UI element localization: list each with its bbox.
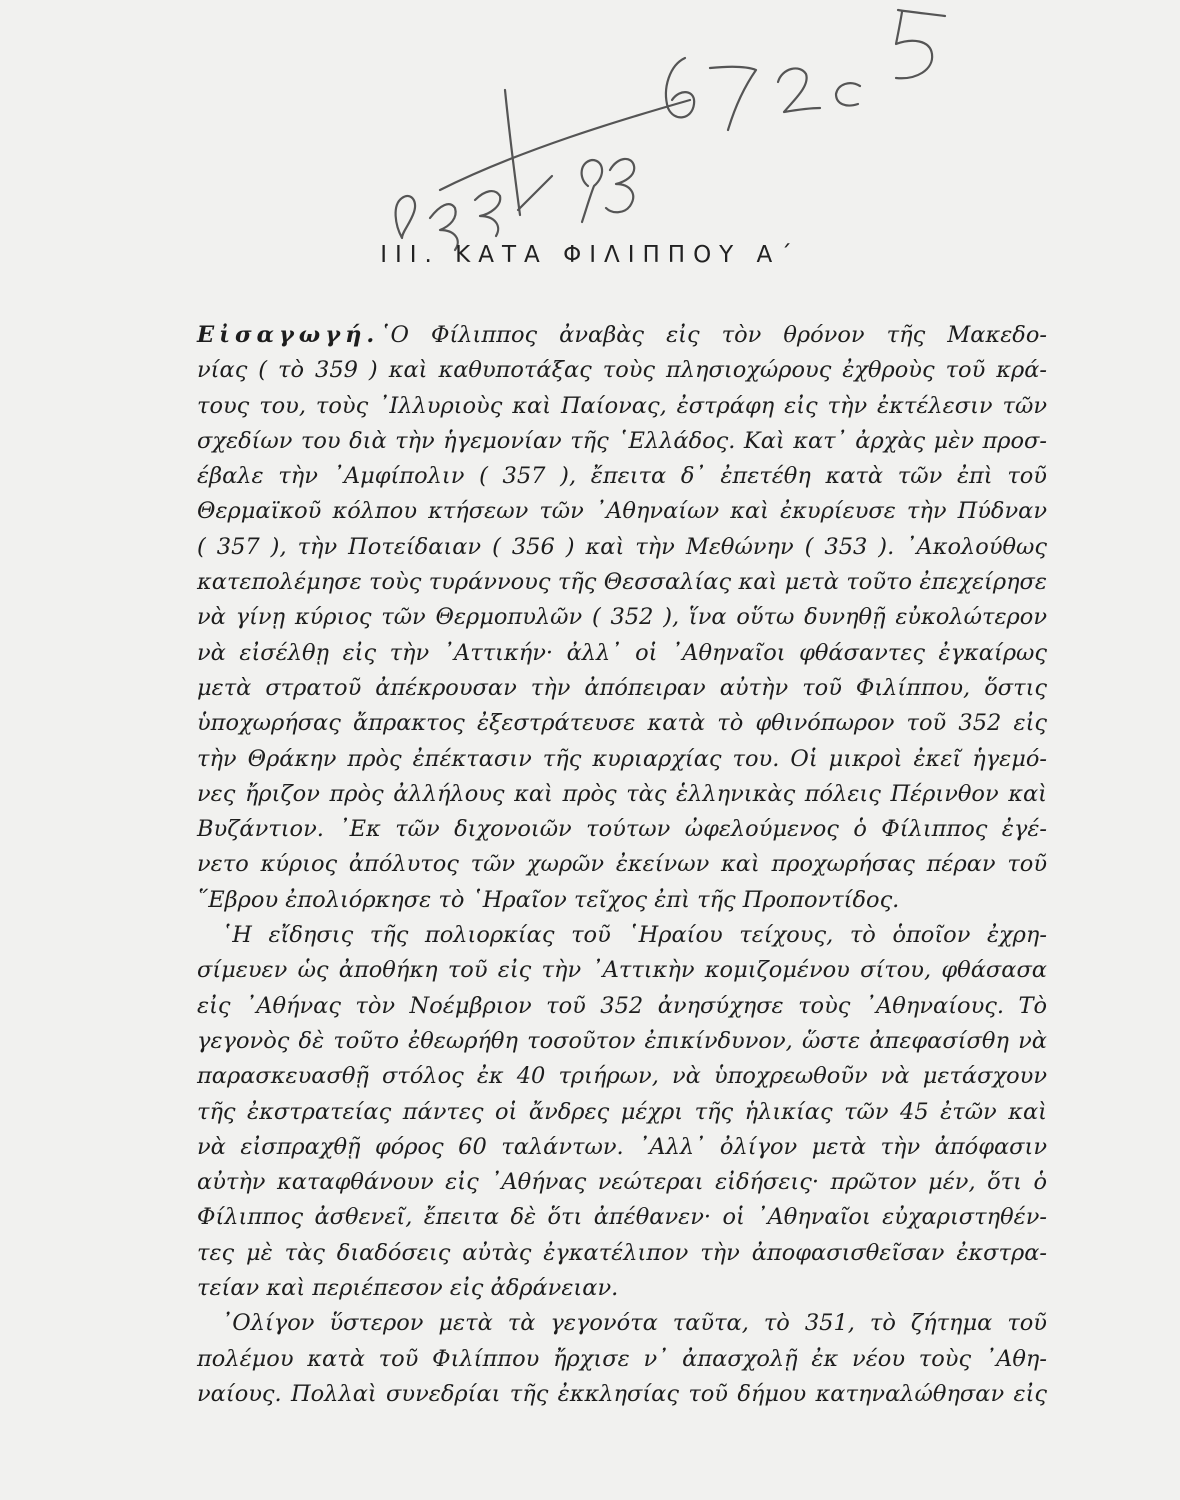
text-line: Εἰσαγωγή.῾Ο Φίλιππος ἀναβὰς εἰς τὸν θρόνον τῆς Μακεδο- bbox=[197, 322, 1047, 348]
text-line: τες μὲ τὰς διαδόσεις αὐτὰς ἐγκατέλιπον τὴν ἀποφασισθεῖσαν ἐκστρα- bbox=[197, 1239, 1047, 1266]
text-line: ᾿Ολίγον ὕστερον μετὰ τὰ γεγονότα ταῦτα, τὸ 351, τὸ ζήτημα τοῦ bbox=[221, 1310, 1047, 1337]
text-line: κατεπολέμησε τοὺς τυράννους τῆς Θεσσαλίας καὶ μετὰ τοῦτο ἐπεχείρησε bbox=[197, 569, 1047, 596]
text-line: νὰ γίνῃ κύριος τῶν Θερμοπυλῶν ( 352 ), ἵνα οὕτω δυνηθῇ εὐκολώτερον bbox=[197, 604, 1047, 631]
text-line: μετὰ στρατοῦ ἀπέκρουσαν τὴν ἀπόπειραν αὐτὴν τοῦ Φιλίππου, ὅστις bbox=[197, 674, 1047, 701]
text-line: ῞Εβρου ἐπολιόρκησε τὸ ῾Ηραῖον τεῖχος ἐπὶ τῆς Προποντίδος. bbox=[197, 886, 900, 913]
text-line: Φίλιππος ἀσθενεῖ, ἔπειτα δὲ ὅτι ἀπέθανεν· οἱ ᾿Αθηναῖοι εὐχαριστηθέν- bbox=[197, 1204, 1047, 1231]
text-line: ὑποχωρήσας ἄπρακτος ἐξεστράτευσε κατὰ τὸ φθινόπωρον τοῦ 352 εἰς bbox=[197, 710, 1047, 737]
text-line: πολέμου κατὰ τοῦ Φιλίππου ἤρχισε ν᾿ ἀπασχολῇ ἐκ νέου τοὺς ᾿Αθη- bbox=[197, 1345, 1047, 1372]
text-line: ( 357 ), τὴν Ποτείδαιαν ( 356 ) καὶ τὴν Μεθώνην ( 353 ). ᾿Ακολούθως bbox=[197, 533, 1047, 560]
handwriting-stroke-9 bbox=[710, 67, 756, 130]
handwriting-stroke-1 bbox=[396, 196, 415, 238]
text-line: νες ἤριζον πρὸς ἀλλήλους καὶ πρὸς τὰς ἑλληνικὰς πόλεις Πέρινθον καὶ bbox=[197, 780, 1047, 807]
text-line: τῆς ἐκστρατείας πάντες οἱ ἄνδρες μέχρι τῆς ἡλικίας τῶν 45 ἐτῶν καὶ bbox=[197, 1098, 1047, 1125]
text-line: ναίους. Πολλαὶ συνεδρίαι τῆς ἐκκλησίας τοῦ δήμου κατηναλώθησαν εἰς bbox=[197, 1380, 1047, 1407]
chapter-title: III. ΚΑΤΑ ΦΙΛΙΠΠΟΥ Α΄ bbox=[380, 242, 800, 268]
text-line: νίας ( τὸ 359 ) καὶ καθυποτάξας τοὺς πλησιοχώρους ἐχθροὺς τοῦ κρά- bbox=[197, 357, 1047, 384]
text-line: νετο κύριος ἀπόλυτος τῶν χωρῶν ἐκείνων καὶ προχωρήσας πέραν τοῦ bbox=[197, 851, 1047, 878]
text-line: τους του, τοὺς ᾿Ιλλυριοὺς καὶ Παίονας, ἐστράφη εἰς τὴν ἐκτέλεσιν τῶν bbox=[197, 392, 1047, 419]
text-line: γεγονὸς δὲ τοῦτο ἐθεωρήθη τοσοῦτον ἐπικίνδυνον, ὥστε ἀπεφασίσθη νὰ bbox=[197, 1027, 1047, 1054]
text-line: αὐτὴν καταφθάνουν εἰς ᾿Αθήνας νεώτεραι εἰδήσεις· πρῶτον μέν, ὅτι ὁ bbox=[197, 1169, 1047, 1196]
text-line: Βυζάντιον. ᾿Εκ τῶν διχονοιῶν τούτων ὠφελούμενος ὁ Φίλιππος ἐγέ- bbox=[197, 816, 1047, 843]
handwriting-stroke-5 bbox=[518, 176, 552, 210]
handwriting-stroke-11 bbox=[836, 83, 860, 105]
body-text bbox=[197, 318, 1047, 1412]
handwriting-stroke-4 bbox=[505, 90, 520, 215]
text-line: τείαν καὶ περιέπεσον εἰς ἀδράνειαν. bbox=[197, 1275, 619, 1302]
text-line: έβαλε τὴν ᾿Αμφίπολιν ( 357 ), ἔπειτα δ᾿ ἐπετέθη κατὰ τῶν ἐπὶ τοῦ bbox=[197, 463, 1047, 490]
text-line: Θερμαϊκοῦ κόλπου κτήσεων τῶν ᾿Αθηναίων καὶ ἐκυρίευσε τὴν Πύδναν bbox=[197, 498, 1047, 525]
handwriting-stroke-10 bbox=[778, 68, 820, 112]
text-line: ῾Η εἴδησις τῆς πολιορκίας τοῦ ῾Ηραίου τείχους, τὸ ὁποῖον ἐχρη- bbox=[221, 922, 1047, 949]
handwriting-stroke-12 bbox=[898, 10, 945, 16]
handwriting-stroke-3 bbox=[475, 191, 500, 236]
text-line: νὰ εἰσέλθῃ εἰς τὴν ᾿Αττικήν· ἀλλ᾿ οἱ ᾿Αθηναῖοι φθάσαντες ἐγκαίρως bbox=[197, 639, 1047, 666]
text-line: σχεδίων του διὰ τὴν ἡγεμονίαν τῆς ῾Ελλάδος. Καὶ κατ᾿ ἀρχὰς μὲν προσ- bbox=[197, 427, 1047, 454]
text-line: νὰ εἰσπραχθῇ φόρος 60 ταλάντων. ᾿Αλλ᾿ ὀλίγον μετὰ τὴν ἀπόφασιν bbox=[197, 1133, 1047, 1160]
text-line: εἰς ᾿Αθήνας τὸν Νοέμβριον τοῦ 352 ἀνησύχησε τοὺς ᾿Αθηναίους. Τὸ bbox=[197, 992, 1047, 1019]
handwriting-stroke-13 bbox=[896, 12, 932, 78]
handwriting-stroke-8 bbox=[666, 58, 694, 117]
handwriting-stroke-7 bbox=[606, 159, 634, 212]
intro-label: Εἰσαγωγή. bbox=[197, 322, 380, 348]
text-line: παρασκευασθῇ στόλος ἐκ 40 τριήρων, νὰ ὑποχρεωθοῦν νὰ μετάσχουν bbox=[197, 1063, 1047, 1090]
text-line: τὴν Θράκην πρὸς ἐπέκτασιν τῆς κυριαρχίας του. Οἱ μικροὶ ἐκεῖ ἡγεμό- bbox=[197, 745, 1047, 772]
handwriting-stroke-14 bbox=[440, 100, 690, 190]
text-line: σίμευεν ὡς ἀποθήκη τοῦ εἰς τὴν ᾿Αττικὴν κομιζομένου σίτου, φθάσασα bbox=[197, 957, 1047, 984]
handwriting-stroke-6 bbox=[582, 160, 602, 222]
